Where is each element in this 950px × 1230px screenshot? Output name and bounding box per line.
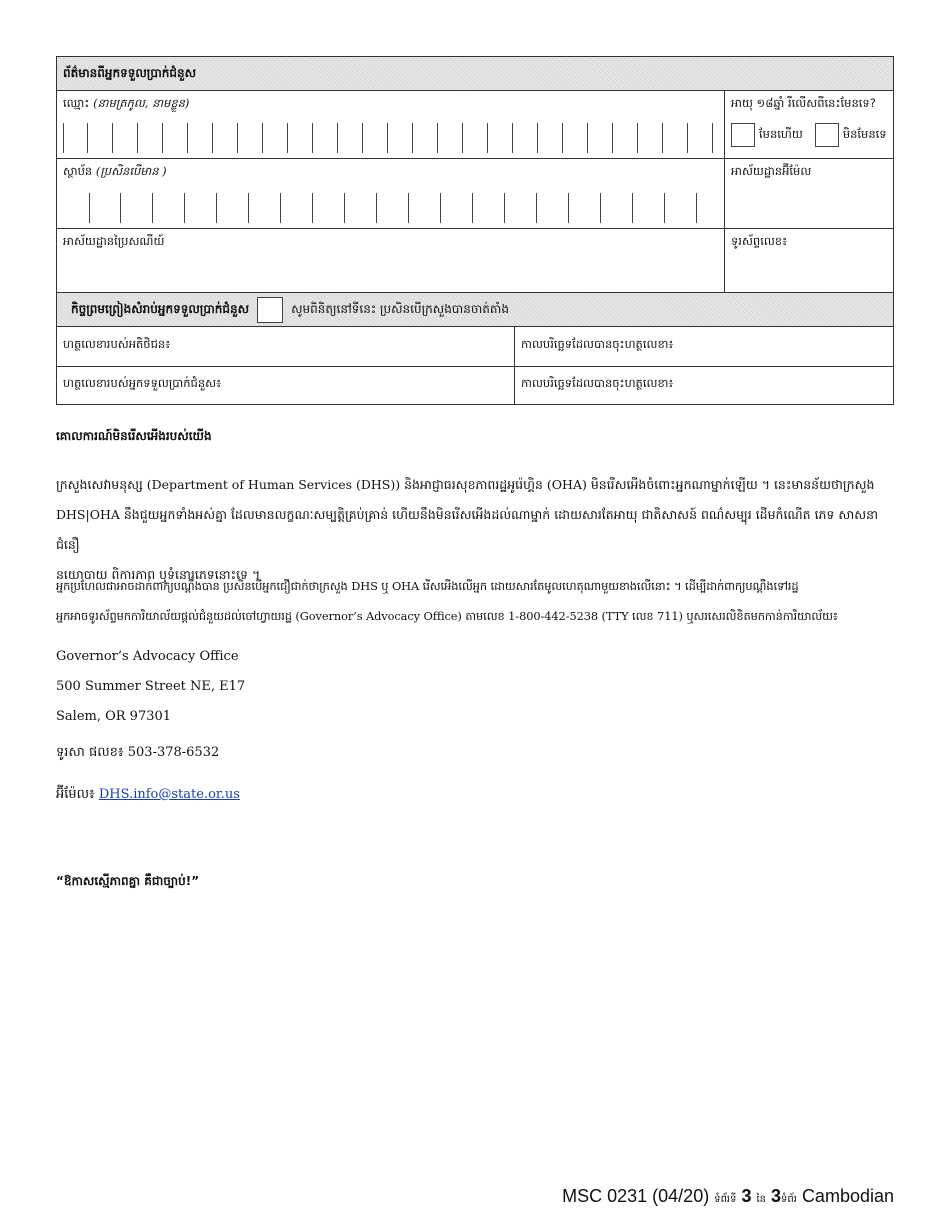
address-line-1: Governor’s Advocacy Office xyxy=(56,649,239,664)
fax-number: 503-378-6532 xyxy=(127,745,220,760)
recipient-date-field[interactable] xyxy=(515,327,893,366)
age-no-checkbox[interactable] xyxy=(815,123,839,147)
signature-title: កិច្ចព្រមព្រៀងសំរាប់អ្នកទទួលប្រាក់ជំនួស xyxy=(71,301,250,316)
postal-address-label: អាស័យដ្ឋានប្រៃសណីយ៍ xyxy=(63,234,165,248)
agency-hint: (ប្រសិនបើមាន ) xyxy=(95,164,167,178)
address-line-3: Salem, OR 97301 xyxy=(56,709,172,724)
address-line-2: 500 Summer Street NE, E17 xyxy=(56,679,246,694)
postal-address-field[interactable] xyxy=(57,229,725,292)
email-label: អ៊ីម៉ែល៖ xyxy=(56,787,95,802)
payee-signature-row xyxy=(57,367,893,404)
policy-p1-line1: ក្រសួងសេវាមនុស្ស (Department of Human Services (DHS)) និងអាជ្ញាធរសុខភាពរដ្ឋអូរ៉េហ្គិន (OHA) មិនរើសអើងចំពោះអ្នកណាម្នាក់ឡើយ ។ នេះមានន័យថាក្រសួង xyxy=(56,477,875,492)
email-field[interactable] xyxy=(725,159,893,228)
agency-char-boxes[interactable] xyxy=(89,193,697,223)
slogan: “ឱកាសស្មើភាពគ្នា គឺជាច្បាប់!” xyxy=(56,874,200,888)
age-question-cell xyxy=(725,91,893,158)
name-hint: (នាមត្រកូល, នាមខ្លួន) xyxy=(93,96,190,110)
form-code: MSC 0231 (04/20) xyxy=(562,1186,710,1206)
payee-signature-field[interactable] xyxy=(57,367,515,404)
payee-form xyxy=(56,56,894,405)
phone-label: ទូរស័ព្ទលេខ៖ xyxy=(731,234,788,248)
age-yes-checkbox[interactable] xyxy=(731,123,755,147)
policy-p1-line3: នយោបាយ ពិការភាព ឬទំនោរភេទនោះទេ ។ xyxy=(56,567,261,582)
name-char-boxes[interactable] xyxy=(63,123,713,153)
policy-paragraph-2 xyxy=(56,571,896,631)
phone-field[interactable] xyxy=(725,229,893,292)
designated-note: សូមពិនិត្យនៅទីនេះ ប្រសិនបើក្រសួងបានចាត់តាំង xyxy=(291,301,509,316)
payee-date-label: កាលបរិច្ឆេទដែលបានចុះហត្ថលេខា៖ xyxy=(521,376,674,390)
agency-field[interactable] xyxy=(57,159,725,228)
email-line xyxy=(56,786,896,805)
signature-header xyxy=(57,293,893,327)
name-row xyxy=(57,91,893,159)
name-label: ឈ្មោះ xyxy=(63,96,90,110)
age-no-label: មិនមែនទេ xyxy=(842,126,887,141)
page-number: 3 xyxy=(741,1186,752,1206)
agency-label: ស្ថាប័ន xyxy=(63,164,93,178)
policy-p2-line2: អ្នកអាចទូរស័ព្ទមកការិយាល័យផ្តល់ជំនួយដល់ចៅហ្វាយរដ្ឋ (Governor’s Advocacy Office) តាមលេខ 1-800-442-5238 (TTY លេខ 711) ឬសរសេរលិខិតមកកាន់ការិយាល័យ៖ xyxy=(56,609,838,623)
section-title: ព័ត៌មានពីអ្នកទទួលប្រាក់ជំនួស xyxy=(63,66,197,80)
fax-line xyxy=(56,744,896,763)
age-question-label: អាយុ ១៨ឆ្នាំ រឺលើសពីនេះមែនទេ? xyxy=(731,96,876,110)
recipient-signature-field[interactable] xyxy=(57,327,515,366)
email-field-label: អាស័យដ្ឋានអ៊ីម៉ែល xyxy=(731,164,812,178)
mailing-address xyxy=(56,642,896,732)
page-footer xyxy=(562,1186,894,1207)
page-word: ទំព័រទី xyxy=(714,1194,737,1205)
section-header xyxy=(57,57,893,91)
policy-heading: គោលការណ៍មិនរើសអើងរបស់យើង xyxy=(56,429,212,443)
recipient-signature-label: ហត្ថលេខារបស់អតិថិជន៖ xyxy=(63,337,171,351)
policy-section xyxy=(56,428,896,446)
name-field[interactable] xyxy=(57,91,725,158)
recipient-date-label: កាលបរិច្ឆេទដែលបានចុះហត្ថលេខា៖ xyxy=(521,337,674,351)
fax-label: ទូរសា ផលខ៖ xyxy=(56,745,124,760)
policy-p1-line2: DHS|OHA នឹងជួយអ្នកទាំងអស់គ្នា ដែលមានលក្ខណៈសម្បត្តិគ្រប់គ្រាន់ ហើយនឹងមិនរើសអើងដល់ណាម្នាក់ ដោយសារតែអាយុ ជាតិសាសន៍ ពណ៌សម្បុរ ដើមកំណើត ភេទ សាសនា ជំនឿ xyxy=(56,507,879,552)
age-yes-label: មែនហើយ xyxy=(759,126,803,141)
policy-p2-line1: អ្នកប្រហែលជាអាចដាក់ពាក្យបណ្តឹងបាន ប្រសិនបើអ្នកជឿជាក់ថាក្រសួង DHS ឬ OHA រើសអើងលើអ្នក ដោយសារតែមូលហេតុណាមួយខាងលើនោះ ។ ដើម្បីដាក់ពាក្យបណ្តឹងទៅរដ្ឋ xyxy=(56,579,799,593)
recipient-signature-row xyxy=(57,327,893,367)
total-pages: 3 xyxy=(771,1186,782,1206)
payee-signature-label: ហត្ថលេខារបស់អ្នកទទួលប្រាក់ជំនួស៖ xyxy=(63,376,222,390)
language-label: Cambodian xyxy=(801,1186,894,1206)
payee-date-field[interactable] xyxy=(515,367,893,404)
postal-row xyxy=(57,229,893,293)
email-link[interactable]: DHS.info@state.or.us xyxy=(98,787,240,802)
agency-row xyxy=(57,159,893,229)
designated-checkbox[interactable] xyxy=(257,297,283,323)
of-word: នៃ xyxy=(756,1194,767,1205)
pages-word: ទំព័រ xyxy=(781,1194,797,1205)
